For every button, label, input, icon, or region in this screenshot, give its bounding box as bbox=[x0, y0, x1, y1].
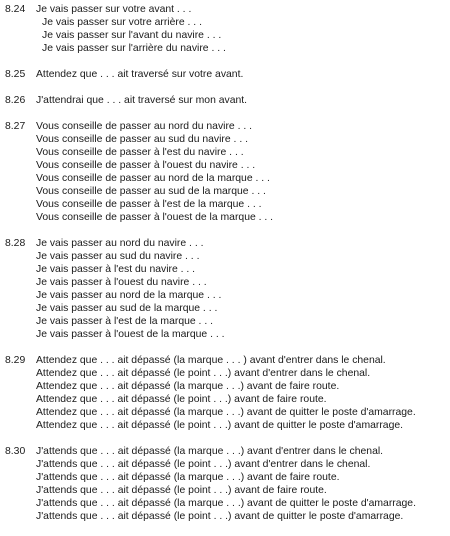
phrase-line: Attendez que . . . ait dépassé (la marque . . . ) avant d'entrer dans le chenal. bbox=[36, 355, 386, 366]
phrase-document bbox=[5, 3, 445, 536]
phrase-line: Attendez que . . . ait dépassé (le point . . .) avant d'entrer dans le chenal. bbox=[36, 368, 371, 379]
phrase-line: Vous conseille de passer au nord du navire . . . bbox=[36, 121, 253, 132]
section-number: 8.29 bbox=[5, 355, 26, 366]
phrase-line: Je vais passer sur l'arrière du navire . . . bbox=[42, 43, 226, 54]
phrase-line: Vous conseille de passer à l'est du navire . . . bbox=[36, 147, 244, 158]
phrase-line: Je vais passer à l'ouest de la marque . . . bbox=[36, 329, 225, 340]
phrase-line: Je vais passer sur votre arrière . . . bbox=[42, 17, 202, 28]
phrase-line: J'attends que . . . ait dépassé (le point . . .) avant de quitter le poste d'amarrage. bbox=[36, 511, 404, 522]
phrase-line: J'attendrai que . . . ait traversé sur mon avant. bbox=[36, 95, 248, 106]
phrase-line: Vous conseille de passer à l'ouest du navire . . . bbox=[36, 160, 256, 171]
section-8-24 bbox=[5, 3, 445, 55]
section-8-29 bbox=[5, 354, 445, 432]
section-8-26 bbox=[5, 94, 445, 107]
phrase-line: Je vais passer au nord du navire . . . bbox=[36, 238, 204, 249]
section-number: 8.25 bbox=[5, 69, 26, 80]
phrase-line: J'attends que . . . ait dépassé (la marque . . .) avant d'entrer dans le chenal. bbox=[36, 446, 384, 457]
phrase-line: Attendez que . . . ait dépassé (la marque . . .) avant de quitter le poste d'amarrage. bbox=[36, 407, 416, 418]
section-number: 8.28 bbox=[5, 238, 26, 249]
phrase-line: Attendez que . . . ait dépassé (le point . . .) avant de faire route. bbox=[36, 394, 327, 405]
phrase-line: Je vais passer sur l'avant du navire . . . bbox=[42, 30, 222, 41]
phrase-line: Vous conseille de passer au sud du navire . . . bbox=[36, 134, 248, 145]
phrase-line: Attendez que . . . ait dépassé (le point . . .) avant de quitter le poste d'amarrage. bbox=[36, 420, 404, 431]
phrase-line: J'attends que . . . ait dépassé (la marque . . .) avant de quitter le poste d'amarrage. bbox=[36, 498, 416, 509]
phrase-line: Attendez que . . . ait dépassé (la marque . . .) avant de faire route. bbox=[36, 381, 340, 392]
section-number: 8.30 bbox=[5, 446, 26, 457]
phrase-line: Je vais passer au sud du navire . . . bbox=[36, 251, 200, 262]
section-8-28 bbox=[5, 237, 445, 341]
phrase-line: Je vais passer à l'ouest du navire . . . bbox=[36, 277, 207, 288]
phrase-line: Je vais passer sur votre avant . . . bbox=[36, 4, 192, 15]
section-8-25 bbox=[5, 68, 445, 81]
phrase-line: Vous conseille de passer au sud de la marque . . . bbox=[36, 186, 266, 197]
section-number: 8.24 bbox=[5, 4, 26, 15]
phrase-line: J'attends que . . . ait dépassé (la marque . . .) avant de faire route. bbox=[36, 472, 340, 483]
phrase-line: Je vais passer au nord de la marque . . . bbox=[36, 290, 222, 301]
phrase-line: Vous conseille de passer à l'est de la marque . . . bbox=[36, 199, 262, 210]
section-number: 8.26 bbox=[5, 95, 26, 106]
section-8-27 bbox=[5, 120, 445, 224]
phrase-line: J'attends que . . . ait dépassé (le point . . .) avant de faire route. bbox=[36, 485, 327, 496]
phrase-line: J'attends que . . . ait dépassé (le point . . .) avant d'entrer dans le chenal. bbox=[36, 459, 371, 470]
phrase-line: Vous conseille de passer à l'ouest de la marque . . . bbox=[36, 212, 274, 223]
section-number: 8.27 bbox=[5, 121, 26, 132]
phrase-line: Je vais passer à l'est du navire . . . bbox=[36, 264, 196, 275]
phrase-line: Attendez que . . . ait traversé sur votre avant. bbox=[36, 69, 244, 80]
phrase-line: Je vais passer au sud de la marque . . . bbox=[36, 303, 218, 314]
phrase-line: Vous conseille de passer au nord de la marque . . . bbox=[36, 173, 270, 184]
section-8-30 bbox=[5, 445, 445, 523]
phrase-line: Je vais passer à l'est de la marque . . . bbox=[36, 316, 213, 327]
